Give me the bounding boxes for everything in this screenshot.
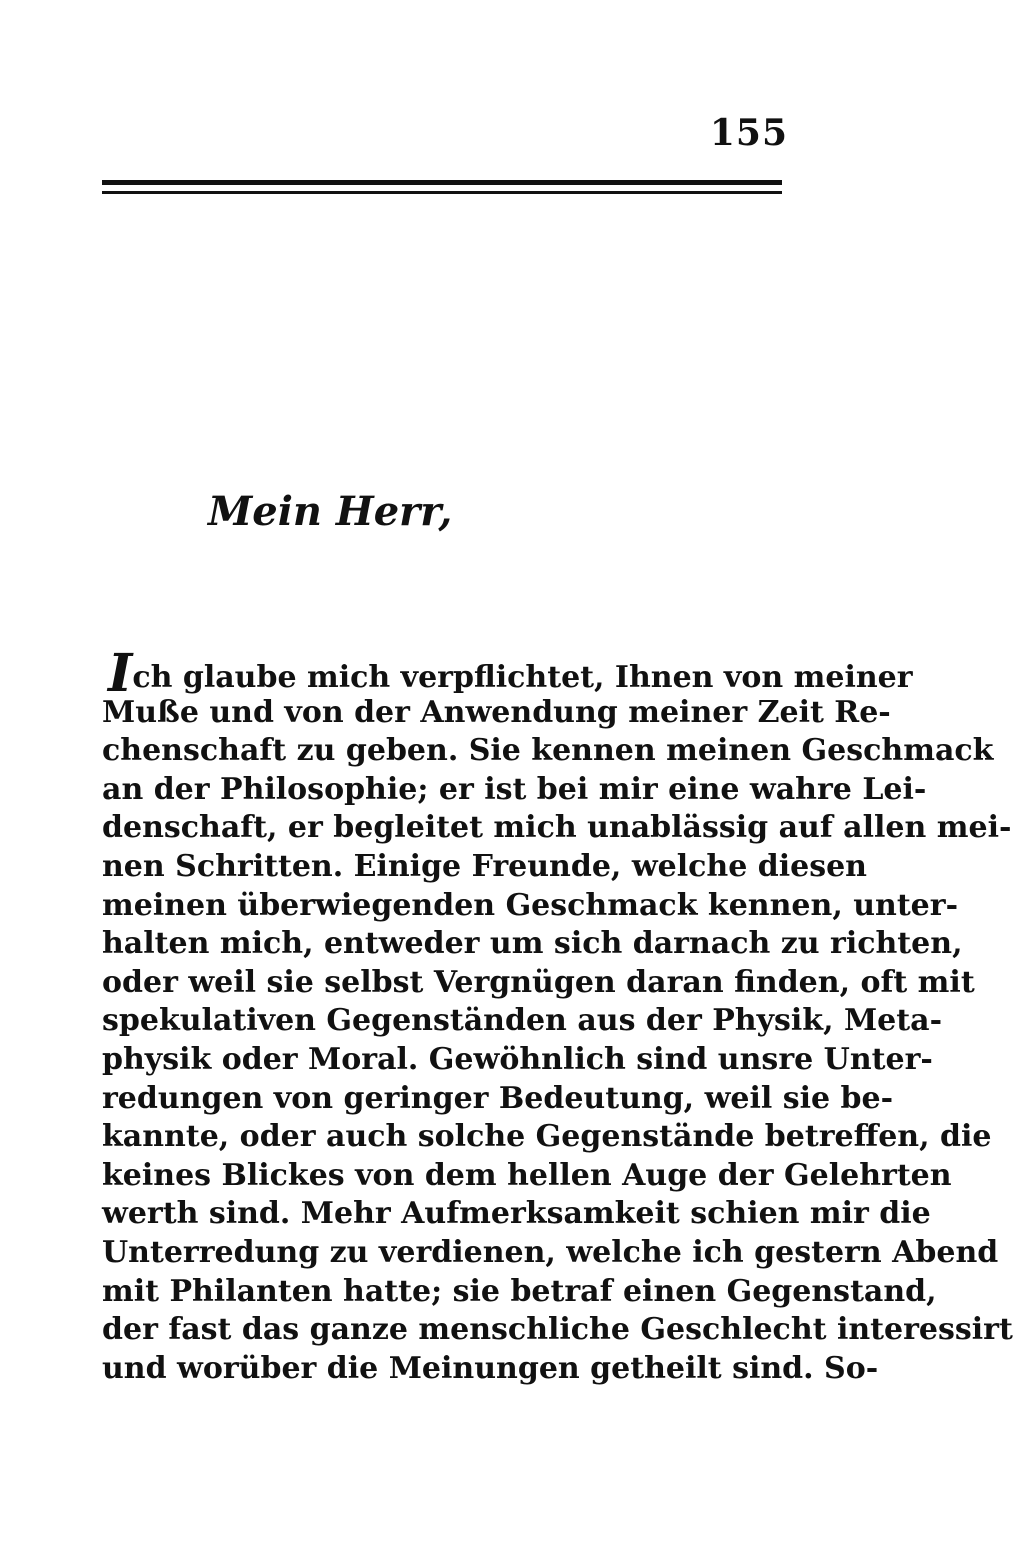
text-line-5: denschaft, er begleitet mich unablässig auf allen mei-: [102, 810, 1012, 846]
text-line-14: keines Blickes von dem hellen Auge der Gelehrten: [102, 1157, 952, 1193]
text-line-17: mit Philanten hatte; sie betraf einen Gegenstand,: [102, 1273, 937, 1309]
text-line-4: an der Philosophie; er ist bei mir eine wahre Lei-: [102, 771, 927, 807]
text-line-9: oder weil sie selbst Vergnügen daran finden, oft mit: [102, 964, 975, 1000]
text-line-16: Unterredung zu verdienen, welche ich gestern Abend: [102, 1234, 999, 1270]
text-line-11: physik oder Moral. Gewöhnlich sind unsre Unter-: [102, 1041, 933, 1077]
text-line-1: Ich glaube mich verpflichtet, Ihnen von meiner: [108, 643, 913, 704]
text-line-8: halten mich, entweder um sich darnach zu richten,: [102, 926, 963, 962]
text-line-3: chenschaft zu geben. Sie kennen meinen Geschmack: [102, 733, 994, 769]
drop-cap: I: [108, 643, 133, 704]
text-line-18: der fast das ganze menschliche Geschlecht interessirt: [102, 1312, 1013, 1348]
text-line-19: und worüber die Meinungen getheilt sind. So-: [102, 1350, 879, 1386]
text-line-6: nen Schritten. Einige Freunde, welche diesen: [102, 848, 867, 884]
text-line-13: kannte, oder auch solche Gegenstände betreffen, die: [102, 1119, 992, 1155]
header-rule-thin: [102, 191, 782, 194]
text-line-7: meinen überwiegenden Geschmack kennen, unter-: [102, 887, 959, 923]
salutation: Mein Herr,: [208, 488, 453, 535]
page-number: 155: [709, 112, 788, 154]
text-line-12: redungen von geringer Bedeutung, weil sie be-: [102, 1080, 894, 1116]
text-line-10: spekulativen Gegenständen aus der Physik, Meta-: [102, 1003, 943, 1039]
text-line-2: Muße und von der Anwendung meiner Zeit Re-: [102, 694, 891, 730]
header-rule-thick: [102, 180, 782, 185]
text-line-15: werth sind. Mehr Aufmerksamkeit schien mir die: [102, 1196, 931, 1232]
letter-body: [102, 643, 1013, 1388]
